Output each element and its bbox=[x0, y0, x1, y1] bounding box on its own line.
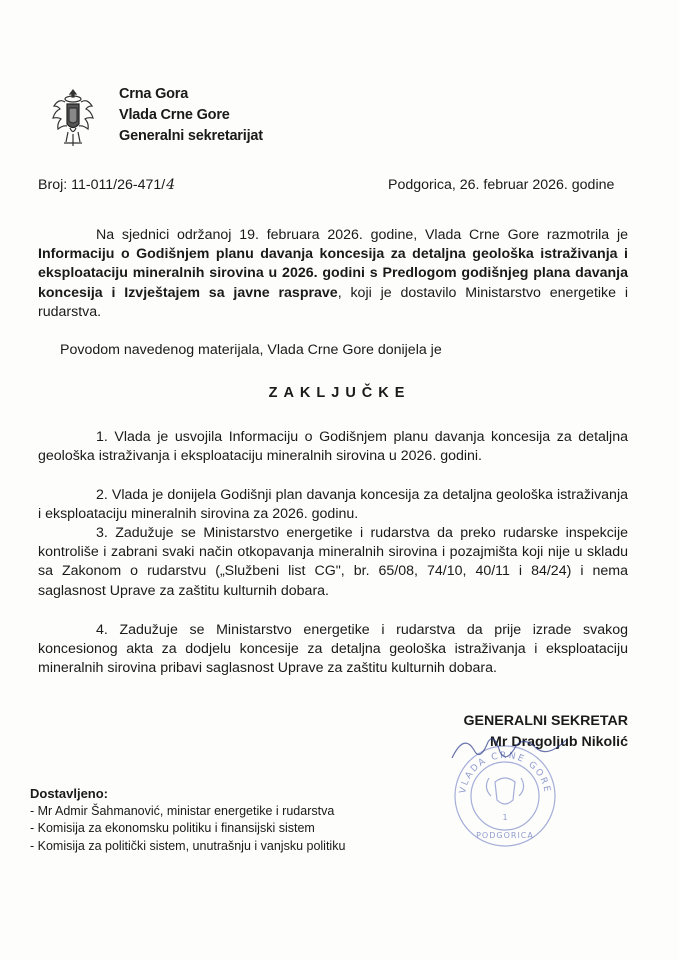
intro-material-title: Informaciju o Godišnjem planu davanja koncesija za detaljna geološka istraživanja i eksploataciju mineralnih sirovina u 2026. godini s Predlogom godišnjeg plana davanja koncesija i Izvještajem sa javne rasprave bbox=[38, 246, 628, 301]
reference-number-text: Broj: 11-011/26-471/ bbox=[38, 177, 166, 193]
signatory-name: Mr Dragoljub Nikolić bbox=[490, 734, 628, 750]
conclusion-item: 1. Vlada je usvojila Informaciju o Godišnjem planu davanja koncesija za detaljna geološka istraživanja i eksploataciju mineralnih sirovina u 2026. godini. bbox=[38, 429, 628, 465]
conclusion-item: 3. Zadužuje se Ministarstvo energetike i rudarstva da preko rudarske inspekcije kontroliše i zabrani svaki način otkopavanja mineralnih sirovina i pozajmišta koji nije u skladu sa Zakonom o rudarstvu („Službeni list CG", br. 65/08, 74/10, 40/11 i 84/24) i nema saglasnost Uprave za zaštitu kulturnih dobara. bbox=[38, 525, 628, 599]
conclusion-item: 2. Vlada je donijela Godišnji plan davanja koncesija za detaljna geološka istraživanja i eksploataciju mineralnih sirovina za 2026. godinu. bbox=[38, 487, 628, 523]
conclusions-heading: ZAKLJUČKE bbox=[268, 385, 411, 401]
stamp-bottom-text: PODGORICA bbox=[476, 831, 534, 840]
intro-decision-line: Povodom navedenog materijala, Vlada Crne Gore donijela je bbox=[60, 342, 442, 358]
distribution-item: - Komisija za ekonomsku politiku i finansijski sistem bbox=[30, 820, 345, 838]
issuer-header bbox=[119, 84, 263, 147]
stamp-top-text: VLADA CRNE GORE bbox=[458, 750, 552, 795]
stamp-number: 1 bbox=[502, 813, 508, 822]
intro-text-end: , koji je dostavilo Ministarstvo energetike i rudarstva. bbox=[38, 284, 629, 320]
handwritten-signature bbox=[444, 728, 574, 768]
intro-text-start: Na sjednici održanoj 19. februara 2026. godine, Vlada Crne Gore razmotrila je bbox=[96, 227, 628, 243]
header-country: Crna Gora bbox=[119, 86, 189, 102]
conclusion-item: 4. Zadužuje se Ministarstvo energetike i rudarstva da prije izrade svakog koncesionog akta za dodjelu koncesije za detaljna geološka istraživanja i eksploataciju mineralnih sirovina pribavi saglasnost Uprave za zaštitu kulturnih dobara. bbox=[38, 622, 628, 677]
intro-paragraph bbox=[38, 226, 628, 322]
header-government: Vlada Crne Gore bbox=[119, 107, 230, 123]
signatory-title: GENERALNI SEKRETAR bbox=[463, 713, 628, 729]
distribution-item: - Komisija za politički sistem, unutrašnju i vanjsku politiku bbox=[30, 838, 345, 856]
distribution-list bbox=[30, 785, 345, 855]
place-and-date: Podgorica, 26. februar 2026. godine bbox=[388, 177, 615, 193]
reference-handwritten-digit: 4 bbox=[166, 177, 176, 193]
coat-of-arms-icon bbox=[50, 88, 96, 152]
header-secretariat: Generalni sekretarijat bbox=[119, 128, 263, 144]
reference-number bbox=[38, 177, 175, 193]
distribution-item: - Mr Admir Šahmanović, ministar energetike i rudarstva bbox=[30, 803, 345, 821]
distribution-title: Dostavljeno: bbox=[30, 786, 109, 801]
